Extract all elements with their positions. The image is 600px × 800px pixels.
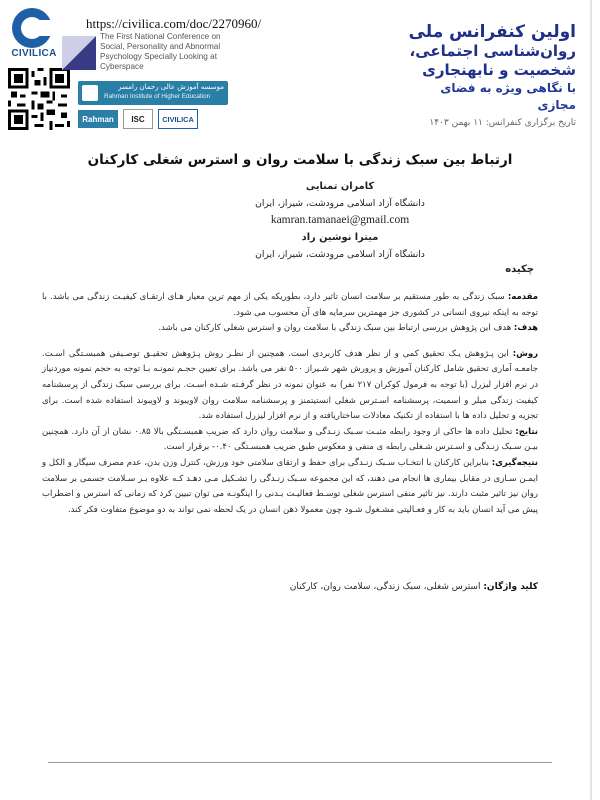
civilica-logo[interactable] [6,8,62,60]
abstract-paragraph [42,321,538,337]
document-url[interactable]: https://civilica.com/doc/2270960/ [86,16,262,31]
keywords [42,582,538,592]
conference-title-fa-line2: روان‌شناسی اجتماعی، [409,42,576,60]
institute-banner [78,81,228,105]
section-text: بنابراین کارکنان با انتخـاب سـبک زنـدگی برای حفظ و ارتقای سلامتی خود ورزش، کنترل وزن بدن، عدم مصرف سیگار و الکل و ایمـن سـازی در مقابل بیماری ها انجام می دهند، که این مجموعه سـبک زنـدگی را تشـکیل مـی دهـد کـه علاوه بـر سـلامت جسمی بر سلامت روان نیز تاثیر مثبت دارند. نیز تاثیر منفی استرس شغلی توسـط فعالیـت بـدنی را اینگونـه می توان تبیین کرد که زمانی که استرس و اضطراب پیش می آید انسان باید به کار و فعـالیتی مشـغول شـود چون معمولا ذهن انسان در یک لحظه نمی تواند به دو موضوع متفاوت فکر کند. [42,457,538,515]
section-label: نتایج: [515,426,538,437]
keywords-list: استرس شغلی، سبک زندگی، سلامت روان، کارکنان [289,582,484,592]
section-text: سبک زندگی به طور مستقیم بر سلامت انسان تاثیر دارد، بطوریکه یکی از مهم ترین معیار هـای ارتقـای کیفیـت زندگی می باشد. با توجه به اینکه نیروی انسانی در کشوری جز مهمترین سرمایه های آن محسوب می شود. [42,292,538,318]
author-block [200,178,480,263]
author-name: کامران تمنایی [305,181,375,192]
paper-title: ارتباط بین سبک زندگی با سلامت روان و استرس شغلی کارکنان [87,152,513,168]
section-text: تحلیل داده ها حاکی از وجود رابطه مثبـت سـبک زنـدگی و سلامت روان دارد که ضریب همبسـتگی بالا ۰.۸۵ نشان از آن دارد. همچنین بیـن سـبک زنـدگی و اسـترس شـغلی رابطه ی منفی و معکوس طبق ضریب همبسـتگی ۰.۴۰- برقرار است. [42,426,538,453]
institute-name-fa: موسسه آموزش عالی رحمان رامسر [118,83,224,91]
conference-title-fa-line4: با نگاهی ویژه به فضای مجازی [440,81,576,112]
abstract-body [42,290,538,518]
sponsor-logo-civilica: CIVILICA [158,109,198,129]
abstract-paragraph [42,347,538,425]
author-affiliation: دانشگاه آزاد اسلامی مرودشت، شیراز، ایران [255,198,425,209]
conference-title-en: The First National Conference on Social, Personality and Abnormal Psychology Specially Looking at Cyberspace [100,32,221,71]
institute-name-en: Rahman Institute of Higher Education [104,93,211,100]
conference-date: تاریخ برگزاری کنفرانس: ۱۱ بهمن ۱۴۰۳ [429,118,576,128]
section-label: نتیجه‌گیری: [491,457,538,468]
sponsor-logos [78,109,198,129]
qr-code-icon [8,68,70,130]
abstract-paragraph [42,425,538,456]
civilica-logo-text: CIVILICA [11,48,57,59]
abstract-paragraph [42,456,538,518]
sponsor-logo-isc: ISC [123,109,153,129]
section-label: هدف: [513,323,538,334]
institute-logo-icon [82,85,98,101]
section-text: هدف این پژوهش بررسی ارتباط بین سبک زندگی با سلامت روان و استرس شغلی کارکنان می باشد. [158,323,514,334]
abstract-heading: چکیده [505,264,534,275]
section-label: مقدمه: [507,292,538,302]
section-label: روش: [512,348,538,359]
conference-title-fa [406,22,576,130]
section-text: این پـژوهش یـک تحقیق کمی و از نظر هدف کاربردی است. همچنین از نظـر روش پـژوهش تحقیـق توصـیفی همبسـتگی اسـت. جامعـه آماری تحقیق شامل کارکنان آموزش و پرورش شهر شـیراز ۵۰۰ نفر می باشد. برای تعیین حجـم نمونـه بـا توجه به حجم نمونه موردنیاز در نرم افزار لیزرل (با توجه به فرمول کوکران ۲۱۷ نفر) به عنوان نمونه در نظر گرفـته شـده اسـت. برای بررسی سبک زندگی از پرسشنامه کیفیت زندگی میلر و اسمیت، پرسشنامه اسـترس شغلی انستیتمنز و پرسشنامه سلامت روان لاویبوند و لاویبوند استفاده شده است. برای تجزیه و تحلیل داده ها با استفاده از تکنیک معادلات ساختاریافته و از نرم افزار لیزرل استفاده شد. [42,348,539,422]
author-name: میترا نوشین راد [301,232,379,243]
author-email[interactable]: kamran.tamanaei@gmail.com [270,214,410,226]
abstract-paragraph [42,290,538,321]
footer-divider [48,762,552,763]
keywords-label: کلید واژگان: [483,582,538,592]
author-affiliation: دانشگاه آزاد اسلامی مرودشت، شیراز، ایران [255,249,425,260]
sponsor-logo-rahman: Rahman [78,110,118,128]
conference-title-fa-line3: شخصیت و نابهنجاری [422,61,576,79]
conference-title-fa-line1: اولین کنفرانس ملی [408,22,576,42]
page-edge-shadow [590,0,592,800]
